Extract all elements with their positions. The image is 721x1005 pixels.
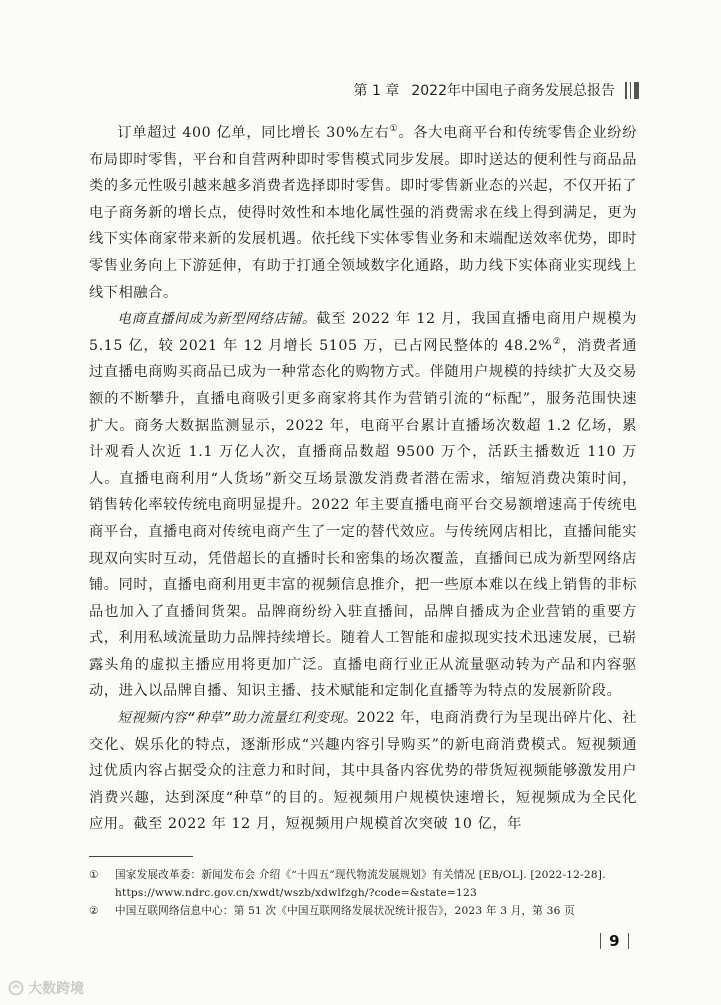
paragraph-text: ，消费者通过直播电商购买商品已成为一种常态化的购物方式。伴随用户规模的持续扩大及交易额的不断攀升，直播电商吸引更多商家将其作为营销引流的“标配”，服务范围快速扩大。商务大数据监测显示，2022 年，电商平台累计直播场次数超 1.2 亿场，累计观看人次近 1.1 万亿人次，直播商品数超 9500 万个，活跃主播数近 110 万人。直播电商利用“人货场”新交互场景激发消费者潜在需求，缩短消费决策时间，销售转化率较传统电商明显提升。2022 年主要直播电商平台交易额增速高于传统电商平台，直播电商对传统电商产生了一定的替代效应。与传统网店相比，直播间能实现双向实时互动，凭借超长的直播时长和密集的场次覆盖，直播间已成为新型网络店铺。同时，直播电商利用更丰富的视频信息推介，把一些原本难以在线上销售的非标品也加入了直播间货架。品牌商纷纷入驻直播间，品牌自播成为企业营销的重要方式，利用私域流量助力品牌持续增长。随着人工智能和虚拟现实技术迅速发展，已崭露头角的虚拟主播应用将更加广泛。直播电商行业正从流量驱动转为产品和内容驱动，进入以品牌自播、知识主播、技术赋能和定制化直播等为特点的发展新阶段。 — [89, 337, 637, 700]
footnote-ref-2: ② — [552, 336, 562, 347]
running-header — [354, 80, 639, 100]
paragraph-live-streaming — [89, 306, 637, 705]
footnote-text: 中国互联网络信息中心：第 51 次《中国互联网络发展状况统计报告》，2023 年 3 月，第 36 页 — [115, 905, 575, 917]
paragraph-lead: 电商直播间成为新型网络店铺。 — [117, 311, 317, 328]
page-number: 9 — [609, 932, 620, 950]
footnote-divider — [89, 856, 193, 857]
footnote-1 — [89, 866, 637, 902]
paragraph-text: 2022 年，电商消费行为呈现出碎片化、社交化、娱乐化的特点，逐渐形成“兴趣内容引导购买”的新电商消费模式。短视频通过优质内容占据受众的注意力和时间，其中具备内容优势的带货短视频能够激发用户消费兴趣，达到深度“种草”的目的。短视频用户规模快速增长，短视频成为全民化应用。截至 2022 年 12 月，短视频用户规模首次突破 10 亿，年 — [89, 710, 637, 833]
chapter-title: 2022年中国电子商务发展总报告 — [411, 83, 615, 99]
paragraph-lead: 短视频内容“种草”助力流量红利变现。 — [117, 710, 357, 727]
watermark-logo-icon — [8, 980, 24, 996]
folio-bar — [600, 933, 602, 949]
footnote-text: 国家发展改革委：新闻发布会 介绍《“十四五”现代物流发展规划》有关情况 [EB/OL]. [2022-12-28]. https://www.ndrc.gov.cn/xwdt/wszb/xdwlfzgh/?code=&state=123 — [115, 869, 606, 899]
paragraph-text: 。各大电商平台和传统零售企业纷纷布局即时零售，平台和自营两种即时零售模式同步发展。即时送达的便利性与商品品类的多元性吸引越来越多消费者选择即时零售。即时零售新业态的兴起，不仅开拓了电子商务新的增长点，使得时效性和本地化属性强的消费需求在线上得到满足，更为线下实体商家带来新的发展机遇。依托线下实体零售业务和末端配送效率优势，即时零售业务向上下游延伸，有助于打通全领域数字化通路，助力线下实体商业实现线上线下相融合。 — [89, 125, 637, 301]
paragraph-short-video — [89, 705, 637, 838]
watermark — [8, 978, 84, 998]
footnote-mark: ① — [89, 869, 99, 881]
footnote-2 — [89, 902, 637, 920]
footnotes — [89, 866, 637, 920]
footnote-ref-1: ① — [389, 124, 399, 134]
header-bars-ornament — [625, 82, 639, 99]
paragraph-text: 订单超过 400 亿单，同比增长 30%左右 — [117, 125, 390, 141]
paragraph-text: 截至 2022 年 12 月，我国直播电商用户规模为 5.15 亿，较 2021 年 12 月增长 5105 万，已占网民整体的 48.2% — [89, 311, 637, 354]
paragraph-instant-retail — [89, 120, 637, 306]
footnote-mark: ② — [89, 905, 99, 917]
folio-bar — [628, 933, 630, 949]
watermark-text: 大数跨境 — [28, 981, 84, 997]
body-text — [89, 120, 637, 838]
page-number-block — [592, 932, 637, 950]
chapter-label: 第 1 章 — [353, 83, 400, 99]
